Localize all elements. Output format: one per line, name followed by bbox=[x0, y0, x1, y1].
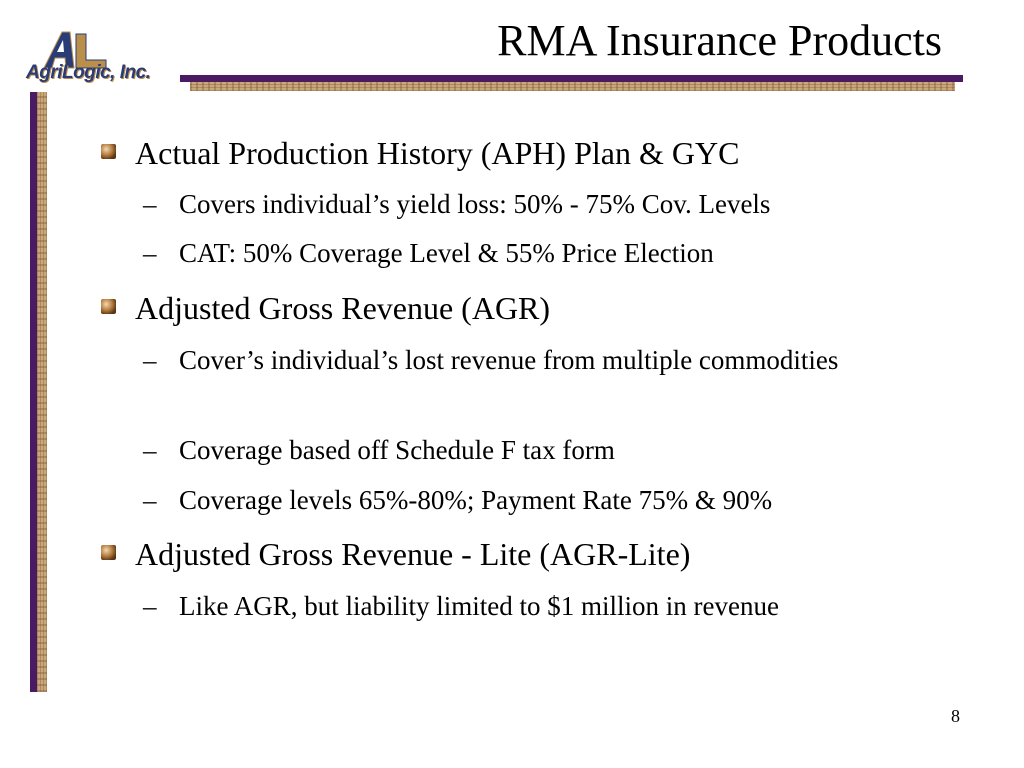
title-divider-purple-band bbox=[180, 75, 963, 82]
sub-bullet-text: Covers individual’s yield loss: 50% - 75% Cov. Levels bbox=[179, 189, 771, 219]
sub-bullet-text: Coverage levels 65%-80%; Payment Rate 75% & 90% bbox=[179, 485, 773, 515]
company-logo bbox=[22, 30, 182, 90]
slide-title: RMA Insurance Products bbox=[497, 16, 942, 65]
bullet-marker-icon bbox=[100, 143, 117, 160]
sub-bullet-text: Like AGR, but liability limited to $1 million in revenue bbox=[179, 591, 779, 621]
left-accent-purple-band bbox=[30, 92, 37, 692]
bullet-text: Actual Production History (APH) Plan & GYC bbox=[135, 135, 740, 171]
sub-bullet-text: CAT: 50% Coverage Level & 55% Price Election bbox=[179, 238, 714, 268]
dash-marker: – bbox=[143, 435, 157, 465]
logo-company-name: AgriLogic, Inc. bbox=[26, 62, 151, 83]
bullet-text: Adjusted Gross Revenue (AGR) bbox=[135, 290, 551, 326]
dash-marker: – bbox=[143, 591, 157, 621]
bullet-marker-icon bbox=[100, 298, 117, 315]
left-accent-bar bbox=[30, 92, 49, 692]
bullet-marker-icon bbox=[100, 544, 117, 561]
title-divider-bar bbox=[180, 75, 963, 92]
page-number: 8 bbox=[951, 706, 960, 726]
dash-marker: – bbox=[143, 485, 157, 515]
sub-bullet-text: Cover’s individual’s lost revenue from multiple commodities bbox=[179, 345, 839, 375]
dash-marker: – bbox=[143, 345, 157, 375]
dash-marker: – bbox=[143, 238, 157, 268]
bullet-text: Adjusted Gross Revenue - Lite (AGR-Lite) bbox=[135, 536, 691, 572]
dash-marker: – bbox=[143, 189, 157, 219]
title-divider-texture-band bbox=[190, 82, 955, 91]
sub-bullet-text: Coverage based off Schedule F tax form bbox=[179, 435, 615, 465]
left-accent-texture-band bbox=[37, 92, 47, 692]
